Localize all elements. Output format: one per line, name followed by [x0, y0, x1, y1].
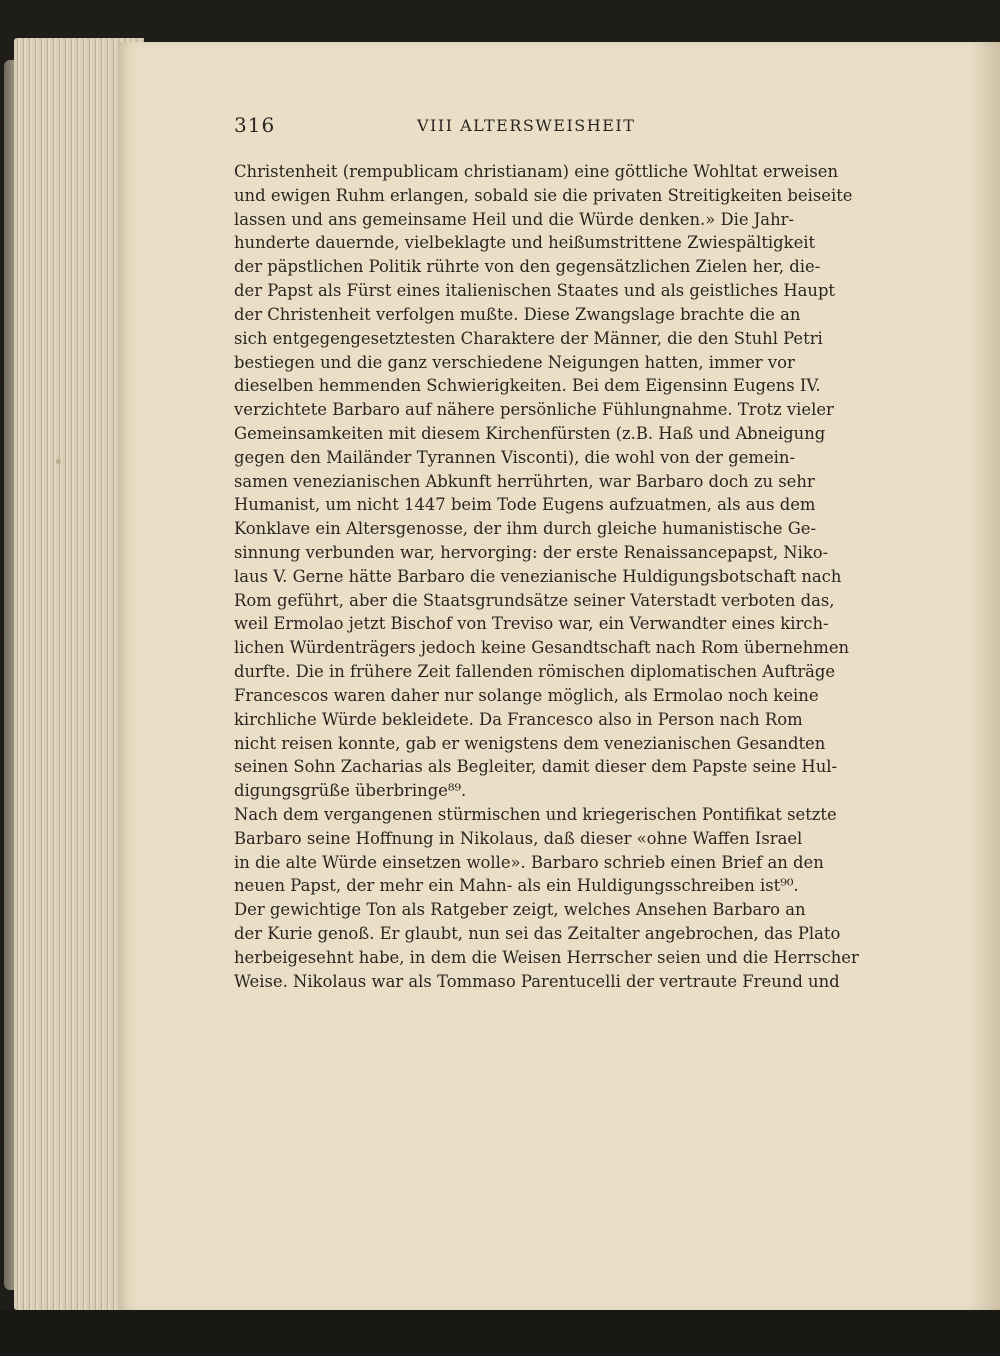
text-line: der Papst als Fürst eines italienischen Staates und als geistliches Haupt	[234, 281, 836, 301]
body-text	[234, 160, 859, 993]
text-line: Rom geführt, aber die Staatsgrundsätze seiner Vaterstadt verboten das,	[234, 590, 835, 610]
text-line: samen venezianischen Abkunft herrührten, war Barbaro doch zu sehr	[234, 471, 815, 491]
text-line: dieselben hemmenden Schwierigkeiten. Bei dem Eigensinn Eugens IV.	[234, 376, 821, 396]
text-line: Nach dem vergangenen stürmischen und kriegerischen Pontifikat setzte	[234, 804, 837, 824]
text-line: Weise. Nikolaus war als Tommaso Parentucelli der vertraute Freund und	[234, 971, 840, 991]
text-line: der Christenheit verfolgen mußte. Diese Zwangslage brachte die an	[234, 304, 801, 324]
text-line: Der gewichtige Ton als Ratgeber zeigt, welches Ansehen Barbaro an	[234, 900, 806, 920]
text-line: lichen Würdenträgers jedoch keine Gesandtschaft nach Rom übernehmen	[234, 638, 850, 658]
text-line: digungsgrüße überbringe⁸⁹.	[234, 781, 467, 801]
text-line: kirchliche Würde bekleidete. Da Francesco also in Person nach Rom	[234, 709, 803, 729]
text-line: laus V. Gerne hätte Barbaro die venezianische Huldigungsbotschaft nach	[234, 566, 842, 586]
text-line: durfte. Die in frühere Zeit fallenden römischen diplomatischen Aufträge	[234, 662, 836, 682]
text-line: neuen Papst, der mehr ein Mahn- als ein Huldigungsschreiben ist⁹⁰.	[234, 876, 799, 896]
text-line: gegen den Mailänder Tyrannen Visconti), die wohl von der gemein-	[234, 447, 795, 467]
text-line: herbeigesehnt habe, in dem die Weisen Herrscher seien und die Herrscher	[234, 947, 859, 967]
text-line: der Kurie genoß. Er glaubt, nun sei das Zeitalter angebrochen, das Plato	[234, 924, 841, 943]
text-line: lassen und ans gemeinsame Heil und die Würde denken.» Die Jahr-	[234, 209, 795, 229]
text-line: Francescos waren daher nur solange möglich, als Ermolao noch keine	[234, 685, 819, 705]
scan-background	[0, 1310, 1000, 1356]
text-line: verzichtete Barbaro auf nähere persönliche Fühlungnahme. Trotz vieler	[234, 400, 834, 420]
running-head: VIII ALTERSWEISHEIT	[417, 116, 636, 135]
text-line: und ewigen Ruhm erlangen, sobald sie die privaten Streitigkeiten beiseite	[234, 185, 853, 205]
text-line: hunderte dauernde, vielbeklagte und heißumstrittene Zwiespältigkeit	[234, 233, 816, 253]
text-line: sinnung verbunden war, hervorging: der erste Renaissancepapst, Niko-	[234, 543, 829, 562]
text-line: in die alte Würde einsetzen wolle». Barbaro schrieb einen Brief an den	[234, 852, 824, 872]
text-line: Konklave ein Altersgenosse, der ihm durch gleiche humanistische Ge-	[234, 519, 817, 539]
text-line: weil Ermolao jetzt Bischof von Treviso war, ein Verwandter eines kirch-	[234, 614, 829, 634]
text-line: Barbaro seine Hoffnung in Nikolaus, daß dieser «ohne Waffen Israel	[234, 828, 803, 848]
text-line: bestiegen und die ganz verschiedene Neigungen hatten, immer vor	[234, 352, 795, 372]
text-line: Christenheit (rempublicam christianam) eine göttliche Wohltat erweisen	[234, 162, 839, 181]
text-line: Humanist, um nicht 1447 beim Tode Eugens aufzuatmen, als aus dem	[234, 495, 816, 515]
text-line: seinen Sohn Zacharias als Begleiter, damit dieser dem Papste seine Hul-	[234, 757, 838, 777]
page-number: 316	[234, 113, 276, 137]
text-line: nicht reisen konnte, gab er wenigstens dem venezianischen Gesandten	[234, 733, 826, 753]
text-line: Gemeinsamkeiten mit diesem Kirchenfürsten (z.B. Haß und Abneigung	[234, 423, 826, 443]
text-line: der päpstlichen Politik rührte von den gegensätzlichen Zielen her, die-	[234, 257, 821, 277]
text-line: sich entgegengesetztesten Charaktere der Männer, die den Stuhl Petri	[234, 328, 823, 348]
paper-speck	[56, 459, 61, 464]
